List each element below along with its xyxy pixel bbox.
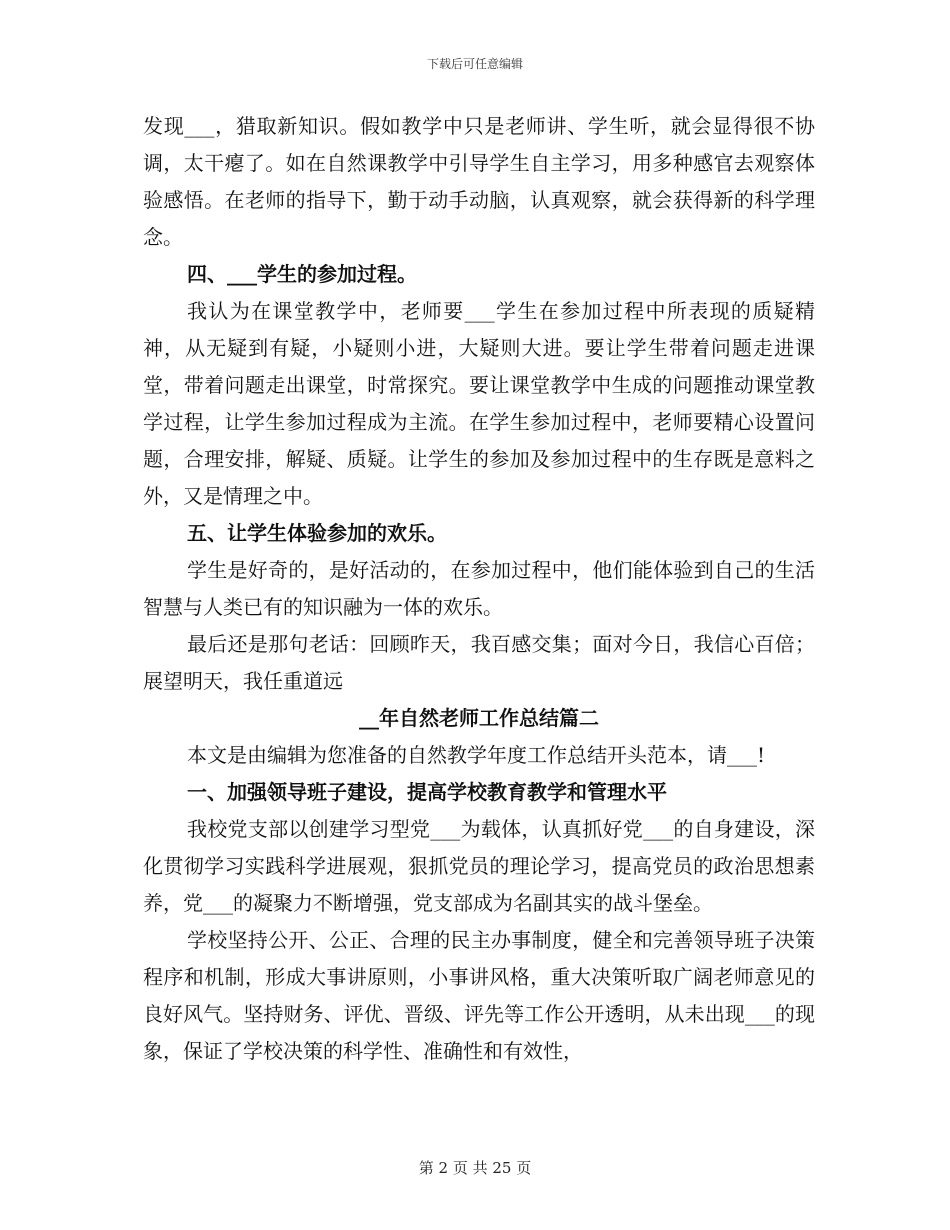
page-footer: 第 2 页 共 25 页 (418, 1159, 532, 1177)
heading-section-5: 五、让学生体验参加的欢乐。 (187, 521, 447, 545)
paragraph-closing: 最后还是那句老话：回顾昨天，我百感交集；面对今日，我信心百倍；展望明天，我任重道远 (143, 632, 815, 693)
paragraph-intro: 发现___，猎取新知识。假如教学中只是老师讲、学生听，就会显得很不协调，太干瘪了。如在自然课教学中引导学生自主学习，用多种感官去观察体验感悟。在老师的指导下，勤于动手动脑，认真观察，就会获得新的科学理念。 (143, 114, 815, 249)
title-part-2: __年自然老师工作总结篇二 (359, 706, 599, 730)
page-header: 下载后可任意编辑 (426, 57, 523, 71)
heading-part-2-section-1: 一、加强领导班子建设，提高学校教育教学和管理水平 (187, 780, 667, 804)
paragraph-section-5: 学生是好奇的，是好活动的，在参加过程中，他们能体验到自己的生活智慧与人类已有的知识融为一体的欢乐。 (143, 558, 815, 619)
paragraph-part-2-section-1b: 学校坚持公开、公正、合理的民主办事制度，健全和完善领导班子决策程序和机制，形成大事讲原则，小事讲风格，重大决策听取广阔老师意见的良好风气。坚持财务、评优、晋级、评先等工作公开透明，从未出现___的现象，保证了学校决策的科学性、准确性和有效性， (143, 928, 815, 1063)
heading-section-4: 四、___学生的参加过程。 (187, 262, 417, 286)
paragraph-part-2-section-1a: 我校党支部以创建学习型党___为载体，认真抓好党___的自身建设，深化贯彻学习实践科学进展观，狠抓党员的理论学习，提高党员的政治思想素养，党___的凝聚力不断增强，党支部成为名副其实的战斗堡垒。 (143, 817, 815, 915)
paragraph-part-2-intro: 本文是由编辑为您准备的自然教学年度工作总结开头范本，请___! (187, 743, 766, 767)
document-body (143, 108, 815, 1070)
paragraph-section-4: 我认为在课堂教学中，老师要___学生在参加过程中所表现的质疑精神，从无疑到有疑，小疑则小进，大疑则大进。要让学生带着问题走进课堂，带着问题走出课堂，时常探究。要让课堂教学中生成的问题推动课堂教学过程，让学生参加过程成为主流。在学生参加过程中，老师要精心设置问题，合理安排，解疑、质疑。让学生的参加及参加过程中的生存既是意料之外，又是情理之中。 (143, 299, 815, 508)
